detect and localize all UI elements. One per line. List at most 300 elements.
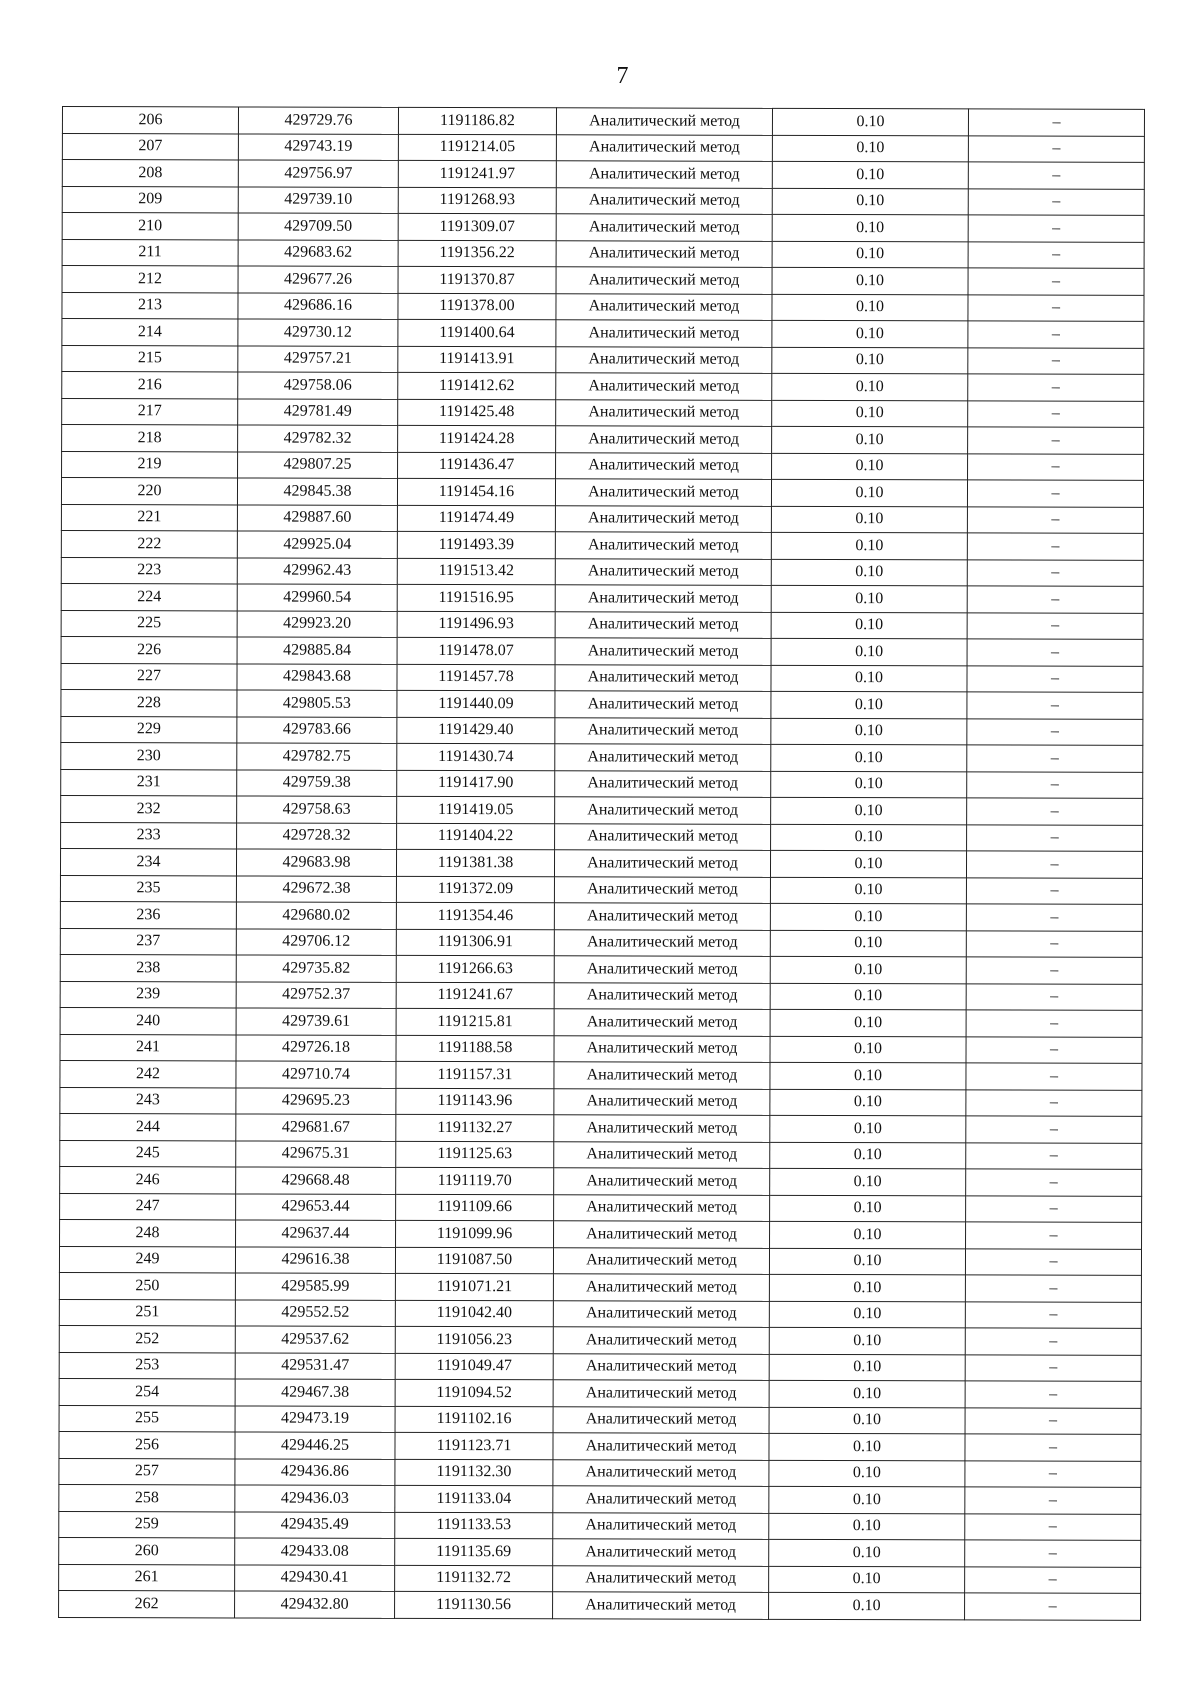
table-row bbox=[61, 822, 1143, 851]
accuracy-cell: 0.10 bbox=[772, 400, 968, 427]
table-row bbox=[59, 1537, 1141, 1566]
point-number-cell: 246 bbox=[60, 1166, 236, 1193]
note-cell: – bbox=[966, 1222, 1142, 1249]
method-cell: Аналитический метод bbox=[556, 134, 772, 161]
y-coordinate-cell: 1191430.74 bbox=[397, 743, 555, 770]
method-cell: Аналитический метод bbox=[553, 1512, 769, 1539]
note-cell: – bbox=[967, 665, 1143, 692]
method-cell: Аналитический метод bbox=[554, 1088, 770, 1115]
y-coordinate-cell: 1191404.22 bbox=[397, 823, 555, 850]
table-row bbox=[60, 1113, 1142, 1142]
y-coordinate-cell: 1191130.56 bbox=[395, 1591, 553, 1618]
x-coordinate-cell: 429653.44 bbox=[236, 1193, 396, 1220]
method-cell: Аналитический метод bbox=[554, 929, 770, 956]
note-cell: – bbox=[967, 771, 1143, 798]
x-coordinate-cell: 429960.54 bbox=[237, 584, 397, 611]
note-cell: – bbox=[965, 1593, 1141, 1620]
y-coordinate-cell: 1191109.66 bbox=[396, 1194, 554, 1221]
point-number-cell: 240 bbox=[60, 1007, 236, 1034]
method-cell: Аналитический метод bbox=[554, 1194, 770, 1221]
method-cell: Аналитический метод bbox=[554, 982, 770, 1009]
point-number-cell: 231 bbox=[61, 769, 237, 796]
x-coordinate-cell: 429637.44 bbox=[236, 1220, 396, 1247]
accuracy-cell: 0.10 bbox=[769, 1327, 965, 1354]
method-cell: Аналитический метод bbox=[556, 426, 772, 453]
y-coordinate-cell: 1191133.04 bbox=[395, 1485, 553, 1512]
table-row bbox=[60, 981, 1142, 1010]
accuracy-cell: 0.10 bbox=[770, 1036, 966, 1063]
method-cell: Аналитический метод bbox=[554, 1115, 770, 1142]
accuracy-cell: 0.10 bbox=[769, 1433, 965, 1460]
x-coordinate-cell: 429782.75 bbox=[237, 743, 397, 770]
y-coordinate-cell: 1191133.53 bbox=[395, 1512, 553, 1539]
x-coordinate-cell: 429435.49 bbox=[235, 1511, 395, 1538]
y-coordinate-cell: 1191087.50 bbox=[395, 1247, 553, 1274]
point-number-cell: 247 bbox=[60, 1193, 236, 1220]
method-cell: Аналитический метод bbox=[554, 850, 770, 877]
point-number-cell: 255 bbox=[59, 1405, 235, 1432]
method-cell: Аналитический метод bbox=[555, 585, 771, 612]
x-coordinate-cell: 429781.49 bbox=[238, 398, 398, 425]
method-cell: Аналитический метод bbox=[554, 1035, 770, 1062]
note-cell: – bbox=[967, 824, 1143, 851]
accuracy-cell: 0.10 bbox=[770, 877, 966, 904]
point-number-cell: 212 bbox=[62, 266, 238, 293]
table-row bbox=[61, 557, 1143, 586]
accuracy-cell: 0.10 bbox=[771, 532, 967, 559]
accuracy-cell: 0.10 bbox=[772, 214, 968, 241]
table-row bbox=[62, 319, 1144, 348]
y-coordinate-cell: 1191266.63 bbox=[396, 955, 554, 982]
accuracy-cell: 0.10 bbox=[771, 638, 967, 665]
method-cell: Аналитический метод bbox=[553, 1300, 769, 1327]
point-number-cell: 243 bbox=[60, 1087, 236, 1114]
y-coordinate-cell: 1191056.23 bbox=[395, 1326, 553, 1353]
table-row bbox=[62, 239, 1144, 268]
point-number-cell: 226 bbox=[61, 636, 237, 663]
method-cell: Аналитический метод bbox=[553, 1592, 769, 1619]
accuracy-cell: 0.10 bbox=[770, 1009, 966, 1036]
note-cell: – bbox=[966, 1010, 1142, 1037]
x-coordinate-cell: 429683.62 bbox=[238, 239, 398, 266]
y-coordinate-cell: 1191436.47 bbox=[398, 452, 556, 479]
note-cell: – bbox=[968, 135, 1144, 162]
x-coordinate-cell: 429726.18 bbox=[236, 1034, 396, 1061]
x-coordinate-cell: 429677.26 bbox=[238, 266, 398, 293]
x-coordinate-cell: 429962.43 bbox=[237, 557, 397, 584]
accuracy-cell: 0.10 bbox=[769, 1592, 965, 1619]
accuracy-cell: 0.10 bbox=[771, 585, 967, 612]
note-cell: – bbox=[968, 400, 1144, 427]
table-row bbox=[62, 107, 1144, 136]
method-cell: Аналитический метод bbox=[555, 717, 771, 744]
accuracy-cell: 0.10 bbox=[769, 1513, 965, 1540]
table-row bbox=[62, 213, 1144, 242]
point-number-cell: 239 bbox=[60, 981, 236, 1008]
accuracy-cell: 0.10 bbox=[769, 1380, 965, 1407]
method-cell: Аналитический метод bbox=[555, 532, 771, 559]
y-coordinate-cell: 1191356.22 bbox=[398, 240, 556, 267]
table-row bbox=[60, 1060, 1142, 1089]
table-row bbox=[59, 1511, 1141, 1540]
note-cell: – bbox=[965, 1301, 1141, 1328]
accuracy-cell: 0.10 bbox=[770, 1168, 966, 1195]
x-coordinate-cell: 429758.63 bbox=[237, 796, 397, 823]
accuracy-cell: 0.10 bbox=[771, 479, 967, 506]
note-cell: – bbox=[965, 1487, 1141, 1514]
method-cell: Аналитический метод bbox=[555, 744, 771, 771]
accuracy-cell: 0.10 bbox=[769, 1407, 965, 1434]
x-coordinate-cell: 429710.74 bbox=[236, 1061, 396, 1088]
y-coordinate-cell: 1191370.87 bbox=[398, 266, 556, 293]
point-number-cell: 227 bbox=[61, 663, 237, 690]
method-cell: Аналитический метод bbox=[553, 1247, 769, 1274]
table-row bbox=[62, 266, 1144, 295]
method-cell: Аналитический метод bbox=[555, 611, 771, 638]
x-coordinate-cell: 429759.38 bbox=[237, 769, 397, 796]
note-cell: – bbox=[965, 1328, 1141, 1355]
point-number-cell: 236 bbox=[60, 901, 236, 928]
y-coordinate-cell: 1191071.21 bbox=[395, 1273, 553, 1300]
x-coordinate-cell: 429436.03 bbox=[235, 1485, 395, 1512]
y-coordinate-cell: 1191478.07 bbox=[397, 637, 555, 664]
point-number-cell: 257 bbox=[59, 1458, 235, 1485]
x-coordinate-cell: 429709.50 bbox=[238, 213, 398, 240]
method-cell: Аналитический метод bbox=[555, 823, 771, 850]
y-coordinate-cell: 1191042.40 bbox=[395, 1300, 553, 1327]
table-row bbox=[60, 928, 1142, 957]
method-cell: Аналитический метод bbox=[553, 1459, 769, 1486]
y-coordinate-cell: 1191413.91 bbox=[398, 346, 556, 373]
point-number-cell: 262 bbox=[59, 1590, 235, 1617]
method-cell: Аналитический метод bbox=[555, 505, 771, 532]
x-coordinate-cell: 429845.38 bbox=[237, 478, 397, 505]
table-row bbox=[59, 1405, 1141, 1434]
accuracy-cell: 0.10 bbox=[770, 1221, 966, 1248]
x-coordinate-cell: 429735.82 bbox=[236, 955, 396, 982]
accuracy-cell: 0.10 bbox=[769, 1539, 965, 1566]
accuracy-cell: 0.10 bbox=[772, 108, 968, 135]
method-cell: Аналитический метод bbox=[556, 214, 772, 241]
y-coordinate-cell: 1191457.78 bbox=[397, 664, 555, 691]
x-coordinate-cell: 429681.67 bbox=[236, 1114, 396, 1141]
method-cell: Аналитический метод bbox=[553, 1327, 769, 1354]
accuracy-cell: 0.10 bbox=[770, 1062, 966, 1089]
point-number-cell: 206 bbox=[62, 107, 238, 134]
x-coordinate-cell: 429739.10 bbox=[238, 186, 398, 213]
y-coordinate-cell: 1191102.16 bbox=[395, 1406, 553, 1433]
point-number-cell: 232 bbox=[61, 795, 237, 822]
note-cell: – bbox=[965, 1354, 1141, 1381]
table-row bbox=[61, 504, 1143, 533]
point-number-cell: 256 bbox=[59, 1431, 235, 1458]
point-number-cell: 214 bbox=[62, 319, 238, 346]
note-cell: – bbox=[966, 1169, 1142, 1196]
note-cell: – bbox=[965, 1566, 1141, 1593]
accuracy-cell: 0.10 bbox=[772, 267, 968, 294]
x-coordinate-cell: 429843.68 bbox=[237, 663, 397, 690]
method-cell: Аналитический метод bbox=[554, 1168, 770, 1195]
y-coordinate-cell: 1191119.70 bbox=[396, 1167, 554, 1194]
note-cell: – bbox=[966, 1116, 1142, 1143]
note-cell: – bbox=[967, 586, 1143, 613]
table-row bbox=[61, 795, 1143, 824]
accuracy-cell: 0.10 bbox=[770, 983, 966, 1010]
accuracy-cell: 0.10 bbox=[771, 665, 967, 692]
accuracy-cell: 0.10 bbox=[771, 718, 967, 745]
method-cell: Аналитический метод bbox=[553, 1274, 769, 1301]
point-number-cell: 225 bbox=[61, 610, 237, 637]
coordinates-table bbox=[58, 106, 1145, 1620]
table-row bbox=[62, 186, 1144, 215]
y-coordinate-cell: 1191186.82 bbox=[398, 107, 556, 134]
point-number-cell: 261 bbox=[59, 1564, 235, 1591]
point-number-cell: 209 bbox=[62, 186, 238, 213]
point-number-cell: 260 bbox=[59, 1537, 235, 1564]
point-number-cell: 219 bbox=[62, 451, 238, 478]
point-number-cell: 233 bbox=[61, 822, 237, 849]
note-cell: – bbox=[968, 241, 1144, 268]
note-cell: – bbox=[968, 374, 1144, 401]
note-cell: – bbox=[966, 957, 1142, 984]
point-number-cell: 222 bbox=[61, 530, 237, 557]
accuracy-cell: 0.10 bbox=[771, 691, 967, 718]
table-row bbox=[60, 1219, 1142, 1248]
table-row bbox=[60, 1007, 1142, 1036]
method-cell: Аналитический метод bbox=[556, 187, 772, 214]
method-cell: Аналитический метод bbox=[554, 1141, 770, 1168]
x-coordinate-cell: 429758.06 bbox=[238, 372, 398, 399]
note-cell: – bbox=[965, 1460, 1141, 1487]
method-cell: Аналитический метод bbox=[556, 240, 772, 267]
x-coordinate-cell: 429729.76 bbox=[238, 107, 398, 134]
x-coordinate-cell: 429585.99 bbox=[235, 1273, 395, 1300]
accuracy-cell: 0.10 bbox=[769, 1301, 965, 1328]
note-cell: – bbox=[968, 215, 1144, 242]
table-row bbox=[59, 1325, 1141, 1354]
y-coordinate-cell: 1191132.72 bbox=[395, 1565, 553, 1592]
note-cell: – bbox=[966, 1142, 1142, 1169]
point-number-cell: 218 bbox=[62, 425, 238, 452]
accuracy-cell: 0.10 bbox=[771, 506, 967, 533]
table-row bbox=[61, 530, 1143, 559]
note-cell: – bbox=[968, 162, 1144, 189]
note-cell: – bbox=[965, 1434, 1141, 1461]
y-coordinate-cell: 1191049.47 bbox=[395, 1353, 553, 1380]
table-row bbox=[59, 1458, 1141, 1487]
x-coordinate-cell: 429783.66 bbox=[237, 716, 397, 743]
point-number-cell: 213 bbox=[62, 292, 238, 319]
table-row bbox=[61, 742, 1143, 771]
note-cell: – bbox=[967, 745, 1143, 772]
note-cell: – bbox=[968, 347, 1144, 374]
method-cell: Аналитический метод bbox=[555, 770, 771, 797]
accuracy-cell: 0.10 bbox=[770, 1142, 966, 1169]
y-coordinate-cell: 1191354.46 bbox=[396, 902, 554, 929]
y-coordinate-cell: 1191429.40 bbox=[397, 717, 555, 744]
note-cell: – bbox=[968, 188, 1144, 215]
x-coordinate-cell: 429430.41 bbox=[235, 1564, 395, 1591]
y-coordinate-cell: 1191454.16 bbox=[397, 478, 555, 505]
method-cell: Аналитический метод bbox=[554, 956, 770, 983]
table-row bbox=[59, 1564, 1141, 1593]
table-row bbox=[61, 769, 1143, 798]
method-cell: Аналитический метод bbox=[556, 320, 772, 347]
accuracy-cell: 0.10 bbox=[772, 294, 968, 321]
note-cell: – bbox=[966, 851, 1142, 878]
point-number-cell: 238 bbox=[60, 954, 236, 981]
x-coordinate-cell: 429432.80 bbox=[235, 1591, 395, 1618]
method-cell: Аналитический метод bbox=[556, 161, 772, 188]
note-cell: – bbox=[967, 718, 1143, 745]
point-number-cell: 242 bbox=[60, 1060, 236, 1087]
accuracy-cell: 0.10 bbox=[770, 956, 966, 983]
note-cell: – bbox=[965, 1275, 1141, 1302]
note-cell: – bbox=[968, 109, 1144, 136]
method-cell: Аналитический метод bbox=[556, 346, 772, 373]
table-row bbox=[62, 425, 1144, 454]
y-coordinate-cell: 1191094.52 bbox=[395, 1379, 553, 1406]
table-row bbox=[60, 848, 1142, 877]
point-number-cell: 220 bbox=[61, 478, 237, 505]
y-coordinate-cell: 1191143.96 bbox=[396, 1088, 554, 1115]
x-coordinate-cell: 429672.38 bbox=[236, 875, 396, 902]
note-cell: – bbox=[967, 639, 1143, 666]
method-cell: Аналитический метод bbox=[556, 452, 772, 479]
x-coordinate-cell: 429730.12 bbox=[238, 319, 398, 346]
note-cell: – bbox=[967, 798, 1143, 825]
y-coordinate-cell: 1191400.64 bbox=[398, 319, 556, 346]
point-number-cell: 229 bbox=[61, 716, 237, 743]
x-coordinate-cell: 429683.98 bbox=[236, 849, 396, 876]
point-number-cell: 223 bbox=[61, 557, 237, 584]
accuracy-cell: 0.10 bbox=[771, 771, 967, 798]
table-row bbox=[62, 451, 1144, 480]
x-coordinate-cell: 429675.31 bbox=[236, 1140, 396, 1167]
y-coordinate-cell: 1191157.31 bbox=[396, 1061, 554, 1088]
y-coordinate-cell: 1191412.62 bbox=[398, 372, 556, 399]
point-number-cell: 253 bbox=[59, 1352, 235, 1379]
note-cell: – bbox=[967, 506, 1143, 533]
table-row bbox=[60, 1087, 1142, 1116]
accuracy-cell: 0.10 bbox=[772, 161, 968, 188]
point-number-cell: 251 bbox=[59, 1299, 235, 1326]
y-coordinate-cell: 1191132.30 bbox=[395, 1459, 553, 1486]
accuracy-cell: 0.10 bbox=[770, 1115, 966, 1142]
accuracy-cell: 0.10 bbox=[769, 1486, 965, 1513]
y-coordinate-cell: 1191241.67 bbox=[396, 982, 554, 1009]
y-coordinate-cell: 1191381.38 bbox=[396, 849, 554, 876]
note-cell: – bbox=[966, 877, 1142, 904]
table-row bbox=[61, 583, 1143, 612]
accuracy-cell: 0.10 bbox=[770, 903, 966, 930]
y-coordinate-cell: 1191474.49 bbox=[397, 505, 555, 532]
note-cell: – bbox=[966, 1063, 1142, 1090]
point-number-cell: 235 bbox=[60, 875, 236, 902]
table-row bbox=[59, 1299, 1141, 1328]
x-coordinate-cell: 429616.38 bbox=[235, 1246, 395, 1273]
x-coordinate-cell: 429695.23 bbox=[236, 1087, 396, 1114]
note-cell: – bbox=[965, 1407, 1141, 1434]
x-coordinate-cell: 429680.02 bbox=[236, 902, 396, 929]
coordinates-table-body bbox=[59, 107, 1145, 1620]
accuracy-cell: 0.10 bbox=[769, 1274, 965, 1301]
accuracy-cell: 0.10 bbox=[770, 850, 966, 877]
point-number-cell: 224 bbox=[61, 583, 237, 610]
accuracy-cell: 0.10 bbox=[769, 1460, 965, 1487]
method-cell: Аналитический метод bbox=[554, 903, 770, 930]
accuracy-cell: 0.10 bbox=[771, 797, 967, 824]
table-row bbox=[60, 1034, 1142, 1063]
y-coordinate-cell: 1191309.07 bbox=[398, 213, 556, 240]
point-number-cell: 217 bbox=[62, 398, 238, 425]
y-coordinate-cell: 1191123.71 bbox=[395, 1432, 553, 1459]
point-number-cell: 215 bbox=[62, 345, 238, 372]
x-coordinate-cell: 429923.20 bbox=[237, 610, 397, 637]
method-cell: Аналитический метод bbox=[555, 664, 771, 691]
y-coordinate-cell: 1191268.93 bbox=[398, 187, 556, 214]
note-cell: – bbox=[966, 904, 1142, 931]
point-number-cell: 228 bbox=[61, 689, 237, 716]
point-number-cell: 210 bbox=[62, 213, 238, 240]
method-cell: Аналитический метод bbox=[555, 797, 771, 824]
x-coordinate-cell: 429739.61 bbox=[236, 1008, 396, 1035]
method-cell: Аналитический метод bbox=[554, 1062, 770, 1089]
note-cell: – bbox=[967, 692, 1143, 719]
page-number: 7 bbox=[616, 63, 629, 89]
accuracy-cell: 0.10 bbox=[772, 373, 968, 400]
method-cell: Аналитический метод bbox=[553, 1539, 769, 1566]
accuracy-cell: 0.10 bbox=[772, 453, 968, 480]
note-cell: – bbox=[966, 1089, 1142, 1116]
method-cell: Аналитический метод bbox=[555, 638, 771, 665]
y-coordinate-cell: 1191378.00 bbox=[398, 293, 556, 320]
note-cell: – bbox=[967, 480, 1143, 507]
note-cell: – bbox=[965, 1540, 1141, 1567]
x-coordinate-cell: 429756.97 bbox=[238, 160, 398, 187]
accuracy-cell: 0.10 bbox=[772, 426, 968, 453]
accuracy-cell: 0.10 bbox=[772, 188, 968, 215]
y-coordinate-cell: 1191125.63 bbox=[396, 1141, 554, 1168]
x-coordinate-cell: 429436.86 bbox=[235, 1458, 395, 1485]
x-coordinate-cell: 429531.47 bbox=[235, 1352, 395, 1379]
x-coordinate-cell: 429887.60 bbox=[237, 504, 397, 531]
x-coordinate-cell: 429925.04 bbox=[237, 531, 397, 558]
accuracy-cell: 0.10 bbox=[770, 930, 966, 957]
x-coordinate-cell: 429686.16 bbox=[238, 292, 398, 319]
method-cell: Аналитический метод bbox=[554, 1009, 770, 1036]
x-coordinate-cell: 429757.21 bbox=[238, 345, 398, 372]
table-row bbox=[59, 1272, 1141, 1301]
table-row bbox=[59, 1246, 1141, 1275]
accuracy-cell: 0.10 bbox=[772, 241, 968, 268]
x-coordinate-cell: 429473.19 bbox=[235, 1405, 395, 1432]
table-row bbox=[62, 372, 1144, 401]
note-cell: – bbox=[965, 1248, 1141, 1275]
point-number-cell: 211 bbox=[62, 239, 238, 266]
table-row bbox=[61, 716, 1143, 745]
point-number-cell: 230 bbox=[61, 742, 237, 769]
table-row bbox=[61, 689, 1143, 718]
table-row bbox=[61, 663, 1143, 692]
x-coordinate-cell: 429885.84 bbox=[237, 637, 397, 664]
method-cell: Аналитический метод bbox=[554, 1221, 770, 1248]
point-number-cell: 234 bbox=[60, 848, 236, 875]
y-coordinate-cell: 1191496.93 bbox=[397, 611, 555, 638]
table-row bbox=[59, 1484, 1141, 1513]
table-row bbox=[59, 1431, 1141, 1460]
table-row bbox=[60, 1193, 1142, 1222]
